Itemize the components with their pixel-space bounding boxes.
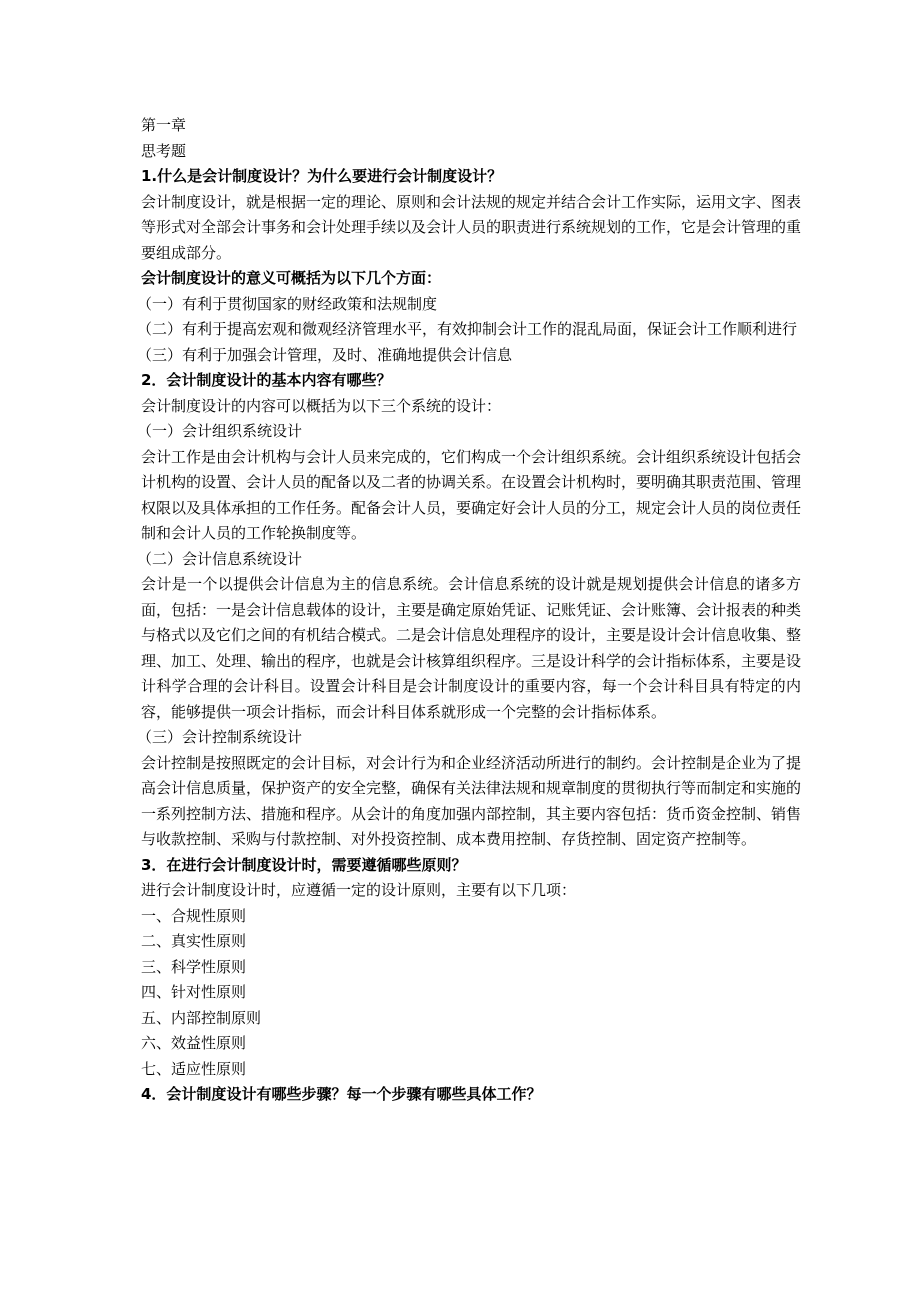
question-4: 4．会计制度设计有哪些步骤？每一个步骤有哪些具体工作？	[141, 1085, 542, 1103]
q2-system-text: 会计是一个以提供会计信息为主的信息系统。会计信息系统的设计就是规划提供会计信息的诸多方面，包括：一是会计信息载体的设计，主要是确定原始凭证、记账凭证、会计账簿、会计报表的种类与格式以及它们之间的有机结合模式。二是会计信息处理程序的设计，主要是设计会计信息收集、整理、加工、处理、输出的程序，也就是会计核算组织程序。三是设计科学的会计指标体系，主要是设计科学合理的会计科目。设置会计科目是会计制度设计的重要内容，每一个会计科目具有特定的内容，能够提供一项会计指标，而会计科目体系就形成一个完整的会计指标体系。	[141, 575, 802, 721]
q1-significance-item: （二）有利于提高宏观和微观经济管理水平，有效抑制会计工作的混乱局面，保证会计工作顺利进行	[137, 320, 798, 338]
q3-principle: 七、适应性原则	[141, 1059, 247, 1078]
q1-significance-item: （一）有利于贯彻国家的财经政策和法规制度	[137, 294, 438, 313]
q2-system-title: （三）会计控制系统设计	[137, 728, 303, 746]
document-page	[137, 113, 802, 1108]
q2-intro: 会计制度设计的内容可以概括为以下三个系统的设计：	[141, 396, 502, 415]
q3-principle: 三、科学性原则	[141, 957, 247, 976]
question-3: 3．在进行会计制度设计时，需要遵循哪些原则？	[141, 855, 467, 874]
q2-system-text: 会计控制是按照既定的会计目标，对会计行为和企业经济活动所进行的制约。会计控制是企业为了提高会计信息质量，保护资产的安全完整，确保有关法律法规和规章制度的贯彻执行等而制定和实施的一系列控制方法、措施和程序。从会计的角度加强内部控制，其主要内容包括：货币资金控制、销售与收款控制、采购与付款控制、对外投资控制、成本费用控制、存货控制、固定资产控制等。	[141, 753, 802, 848]
q3-principle: 五、内部控制原则	[141, 1008, 262, 1027]
section-title: 思考题	[141, 141, 187, 160]
q1-significance-item: （三）有利于加强会计管理，及时、准确地提供会计信息	[137, 345, 513, 364]
q3-intro: 进行会计制度设计时，应遵循一定的设计原则，主要有以下几项：	[141, 881, 577, 899]
question-2: 2．会计制度设计的基本内容有哪些？	[141, 371, 392, 389]
question-1: 1.什么是会计制度设计？为什么要进行会计制度设计？	[141, 167, 503, 185]
q3-principle: 六、效益性原则	[141, 1034, 247, 1052]
q2-system-title: （一）会计组织系统设计	[137, 422, 303, 440]
q3-principle: 四、针对性原则	[141, 983, 247, 1001]
q1-significance-heading: 会计制度设计的意义可概括为以下几个方面：	[141, 269, 442, 287]
q2-system-title: （二）会计信息系统设计	[137, 549, 303, 568]
q3-principle: 一、合规性原则	[141, 906, 247, 925]
q1-definition: 会计制度设计，就是根据一定的理论、原则和会计法规的规定并结合会计工作实际，运用文字、图表等形式对全部会计事务和会计处理手续以及会计人员的职责进行系统规划的工作，它是会计管理的重要组成部分。	[141, 192, 802, 262]
chapter-title: 第一章	[141, 116, 187, 134]
q3-principle: 二、真实性原则	[141, 932, 247, 950]
q2-system-text: 会计工作是由会计机构与会计人员来完成的，它们构成一个会计组织系统。会计组织系统设计包括会计机构的设置、会计人员的配备以及二者的协调关系。在设置会计机构时，要明确其职责范围、管理权限以及具体承担的工作任务。配备会计人员，要确定好会计人员的分工，规定会计人员的岗位责任制和会计人员的工作轮换制度等。	[141, 447, 802, 542]
